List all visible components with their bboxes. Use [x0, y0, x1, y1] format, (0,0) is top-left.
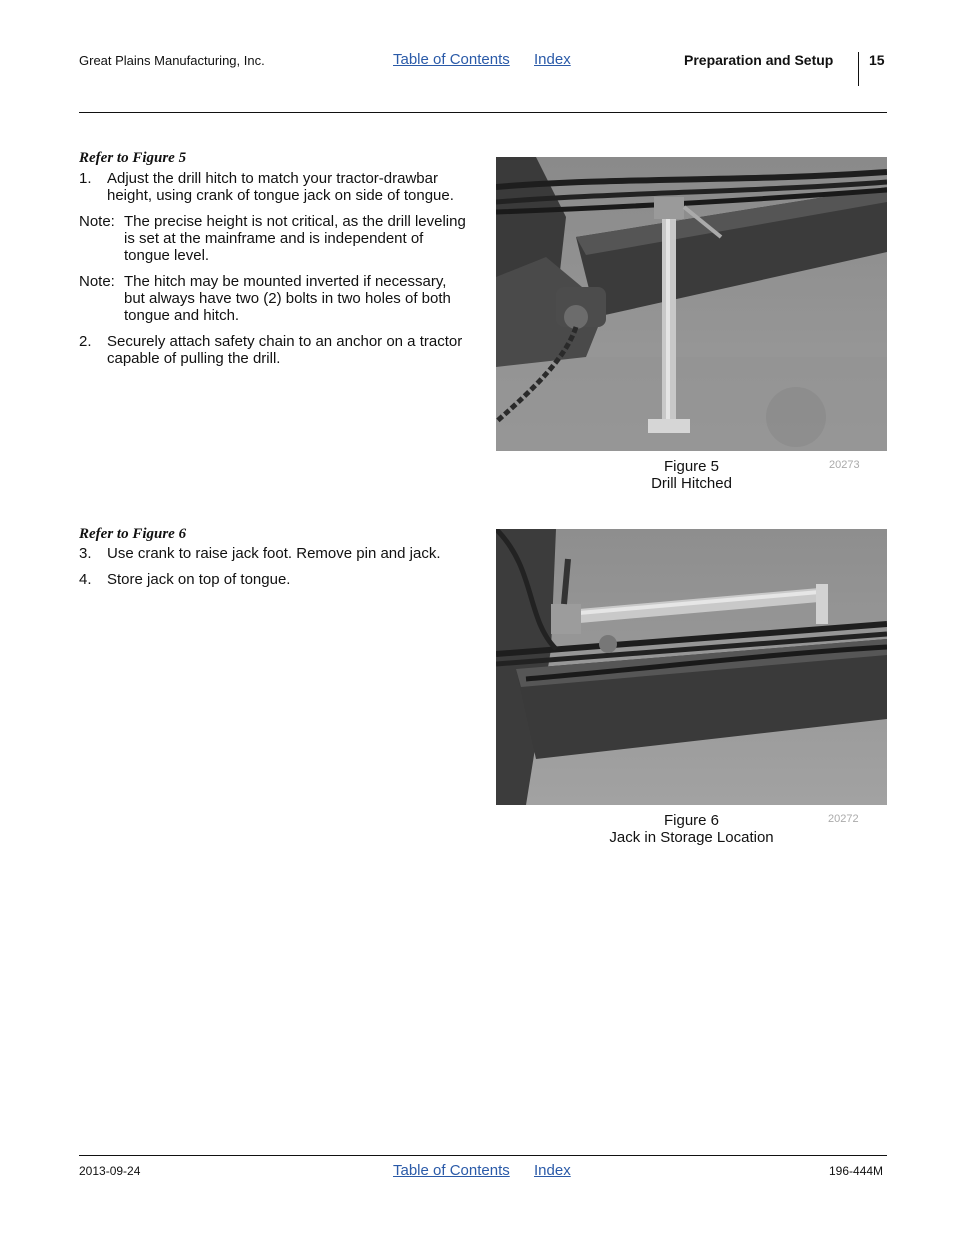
footer-toc-link[interactable]: Table of Contents — [393, 1162, 510, 1179]
step-2 — [79, 333, 469, 369]
step-number: 1. — [79, 170, 92, 187]
note-text: The hitch may be mounted inverted if necessary, but always have two (2) bolts in two holes of both tongue and hitch. — [124, 273, 451, 324]
note-2 — [79, 273, 469, 327]
header-toc-link[interactable]: Table of Contents — [393, 51, 510, 68]
section-title: Preparation and Setup — [684, 52, 834, 68]
header-rule — [79, 112, 887, 113]
footer-rule — [79, 1155, 887, 1156]
figure-5-photo — [496, 157, 887, 451]
footer-index-link[interactable]: Index — [534, 1162, 571, 1179]
step-4 — [79, 571, 469, 589]
step-number: 3. — [79, 545, 92, 562]
header-index-link[interactable]: Index — [534, 51, 571, 68]
step-text: Store jack on top of tongue. — [107, 571, 291, 588]
step-number: 4. — [79, 571, 92, 588]
step-number: 2. — [79, 333, 92, 350]
figure-code: 20273 — [829, 459, 860, 471]
refer-figure-5: Refer to Figure 5 — [79, 150, 187, 166]
note-label: Note: — [79, 273, 115, 290]
figure-title: Drill Hitched — [651, 475, 732, 492]
step-text: Adjust the drill hitch to match your tractor-drawbar height, using crank of tongue jack on side of tongue. — [107, 170, 454, 204]
note-text: The precise height is not critical, as the drill leveling is set at the mainframe and is independent of tongue level. — [124, 213, 466, 264]
figure-code: 20272 — [828, 813, 859, 825]
page-number: 15 — [869, 52, 885, 68]
note-1 — [79, 213, 469, 267]
step-3 — [79, 545, 469, 563]
figure-label: Figure 5 — [663, 458, 720, 475]
figure-title: Jack in Storage Location — [609, 829, 774, 846]
figure-6-photo — [496, 529, 887, 805]
document-number: 196-444M — [829, 1164, 884, 1178]
refer-figure-6: Refer to Figure 6 — [79, 526, 187, 542]
company-name: Great Plains Manufacturing, Inc. — [79, 53, 265, 68]
figure-label: Figure 6 — [663, 812, 720, 829]
step-text: Use crank to raise jack foot. Remove pin and jack. — [107, 545, 441, 562]
header-divider — [858, 52, 859, 86]
footer-date: 2013-09-24 — [79, 1164, 141, 1178]
step-1 — [79, 170, 469, 206]
step-text: Securely attach safety chain to an anchor on a tractor capable of pulling the drill. — [107, 333, 463, 367]
note-label: Note: — [79, 213, 115, 230]
